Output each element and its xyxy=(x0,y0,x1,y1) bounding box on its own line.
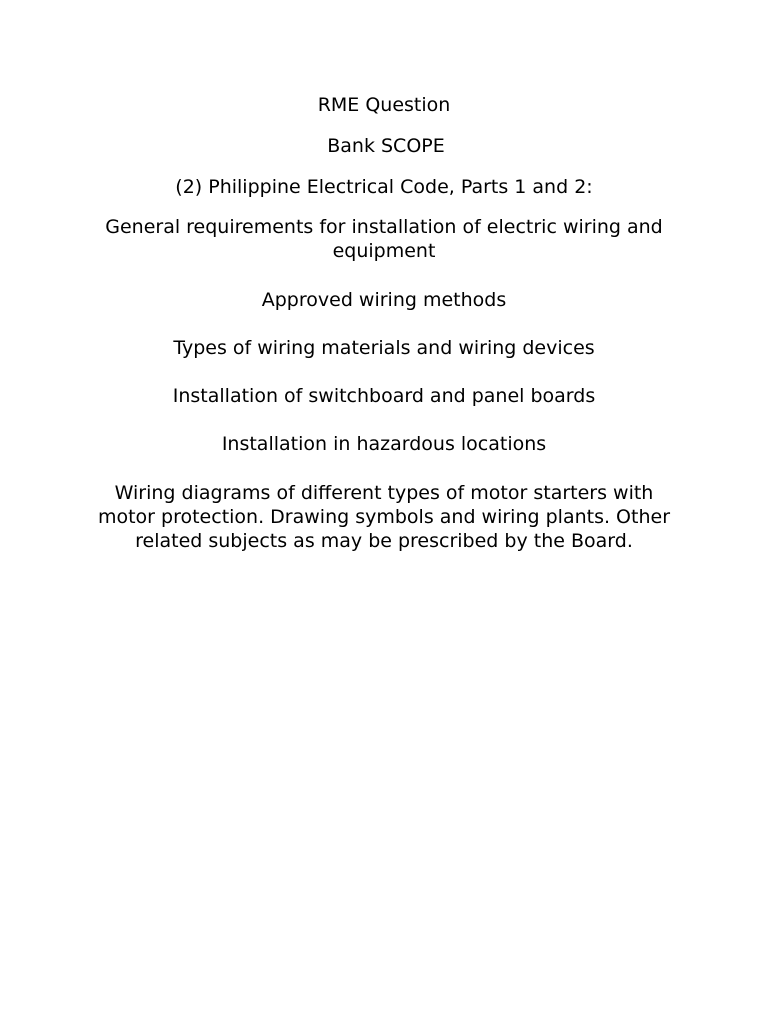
section-heading: (2) Philippine Electrical Code, Parts 1 and 2: xyxy=(175,176,593,198)
topic-wiring-diagrams: Wiring diagrams of different types of motor starters with motor protection. Drawing symbols and wiring plants. Other related subjects as may be prescribed by the Board. xyxy=(97,482,671,552)
topic-hazardous-locations: Installation in hazardous locations xyxy=(221,433,547,455)
topic-wiring-materials: Types of wiring materials and wiring devices xyxy=(173,337,595,359)
topic-switchboard-installation: Installation of switchboard and panel boards xyxy=(172,385,596,407)
title-line-2: Bank SCOPE xyxy=(327,135,445,157)
title-line-1: RME Question xyxy=(317,94,451,116)
topic-general-requirements: General requirements for installation of electric wiring and equipment xyxy=(105,216,663,262)
topic-approved-wiring-methods: Approved wiring methods xyxy=(261,289,507,311)
